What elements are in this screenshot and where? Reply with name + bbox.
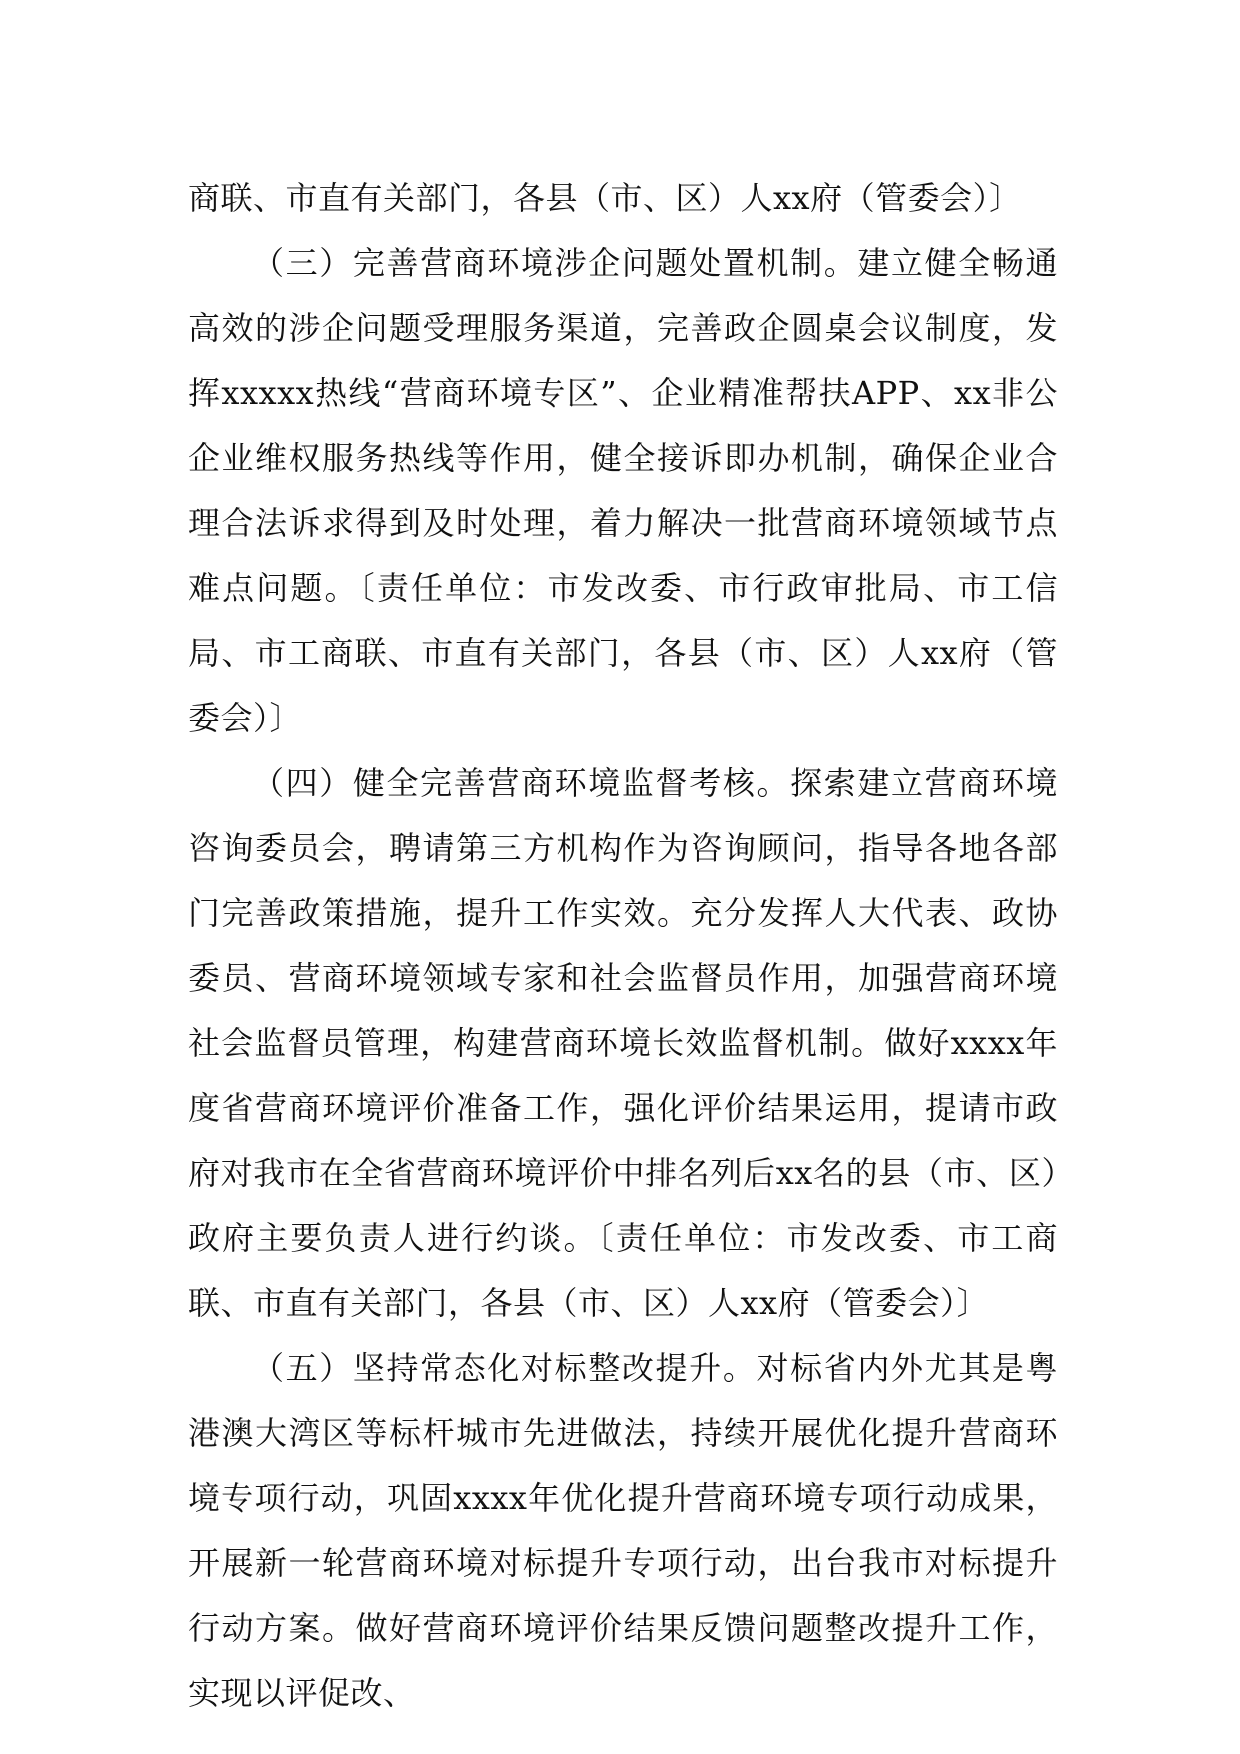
- paragraph-section-4: （四）健全完善营商环境监督考核。探索建立营商环境咨询委员会，聘请第三方机构作为咨询顾问，指导各地各部门完善政策措施，提升工作实效。充分发挥人大代表、政协委员、营商环境领域专家和社会监督员作用，加强营商环境社会监督员管理，构建营商环境长效监督机制。做好xxxx年度省营商环境评价准备工作，强化评价结果运用，提请市政府对我市在全省营商环境评价中排名列后xx名的县（市、区）政府主要负责人进行约谈。〔责任单位：市发改委、市工商联、市直有关部门，各县（市、区）人xx府（管委会）〕: [188, 764, 1058, 1322]
- document-body: [188, 166, 1058, 1726]
- paragraph-continuation: 商联、市直有关部门，各县（市、区）人xx府（管委会）〕: [188, 179, 1022, 217]
- paragraph-section-3: （三）完善营商环境涉企问题处置机制。建立健全畅通高效的涉企问题受理服务渠道，完善政企圆桌会议制度，发挥xxxxx热线“营商环境专区”、企业精准帮扶APP、xx非公企业维权服务热线等作用，健全接诉即办机制，确保企业合理合法诉求得到及时处理，着力解决一批营商环境领域节点难点问题。〔责任单位：市发改委、市行政审批局、市工信局、市工商联、市直有关部门，各县（市、区）人xx府（管委会）〕: [188, 244, 1058, 737]
- paragraph-section-5: （五）坚持常态化对标整改提升。对标省内外尤其是粤港澳大湾区等标杆城市先进做法，持续开展优化提升营商环境专项行动，巩固xxxx年优化提升营商环境专项行动成果，开展新一轮营商环境对标提升专项行动，出台我市对标提升行动方案。做好营商环境评价结果反馈问题整改提升工作，实现以评促改、: [188, 1349, 1058, 1712]
